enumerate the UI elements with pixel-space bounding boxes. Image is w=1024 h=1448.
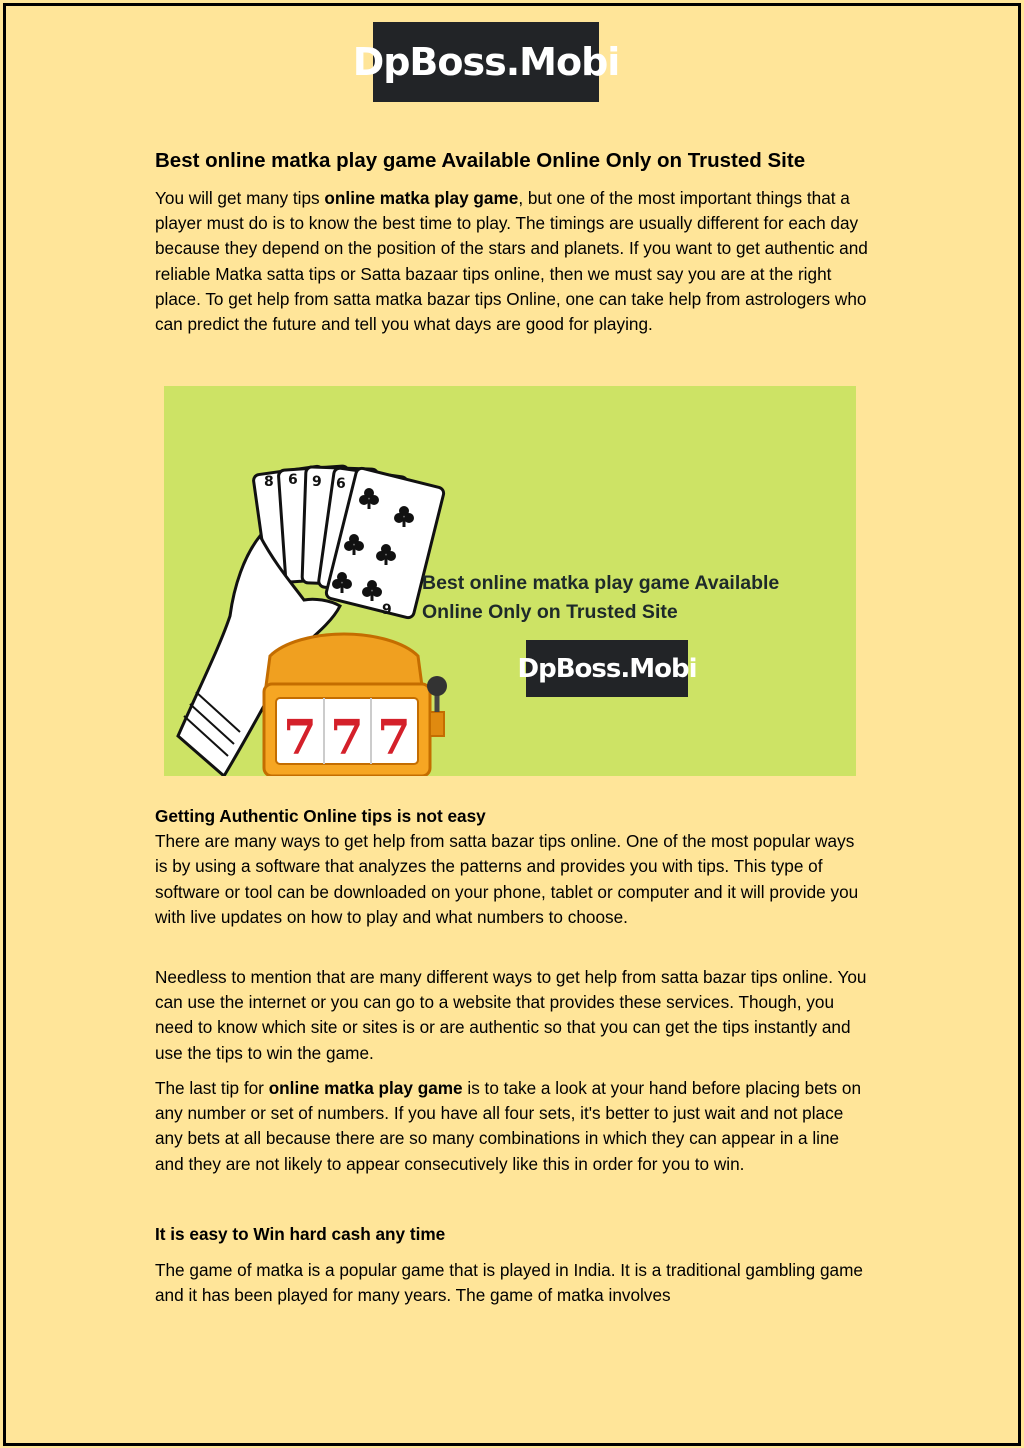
- site-logo-text: DpBoss.Mobi: [352, 40, 620, 84]
- paragraph-last-tip: [155, 1076, 870, 1177]
- last-tip-text-start: The last tip for: [155, 1078, 269, 1098]
- section-body: There are many ways to get help from satta bazar tips online. One of the most popular ways is by using a software that analyzes the patterns and provides you with tips. This type of software or tool can be downloaded on your phone, tablet or computer and it will provide you with live updates on how to play and what numbers to choose.: [155, 831, 859, 927]
- banner-title-line-1: Best online matka play game Available: [422, 572, 780, 594]
- card-index-1: 8: [264, 474, 274, 490]
- article-banner-image: [164, 386, 856, 776]
- site-logo[interactable]: [352, 22, 620, 102]
- intro-paragraph: [155, 186, 870, 337]
- card-index-3: 9: [312, 474, 322, 490]
- banner-title-line-2: Online Only on Trusted Site: [422, 601, 678, 623]
- banner-logo: [517, 640, 697, 697]
- card-index-2: 6: [288, 472, 298, 488]
- section-heading: Getting Authentic Online tips is not easy: [155, 806, 486, 826]
- intro-text-end: , but one of the most important things that a player must do is to know the best time to play. The timings are usually different for each day because they depend on the position of the stars and planets. If you want to get authentic and reliable Matka satta tips or Satta bazaar tips online, then we must say you are at the right place. To get help from satta matka bazar tips Online, one can take help from astrologers who can predict the future and tell you what days are good for playing.: [155, 188, 868, 335]
- paragraph-matka-game: The game of matka is a popular game that is played in India. It is a traditional gambling game and it has been played for many years. The game of matka involves: [155, 1260, 863, 1306]
- last-tip-keyword: online matka play game: [268, 1078, 463, 1098]
- article-title: Best online matka play game Available Online Only on Trusted Site: [155, 149, 806, 172]
- last-tip-text-end: is to take a look at your hand before placing bets on any number or set of numbers. If you have all four sets, it's better to just wait and not place any bets at all because there are so many combinations in which they can appear in a line and they are not likely to appear consecutively like this in order for you to win.: [155, 1078, 862, 1174]
- section-heading-win-cash: It is easy to Win hard cash any time: [155, 1224, 446, 1244]
- intro-keyword: online matka play game: [324, 188, 519, 208]
- card-index-5: 9: [382, 602, 392, 618]
- paragraph-authentic-sites: Needless to mention that are many different ways to get help from satta bazar tips online. You can use the internet or you can go to a website that provides these services. Though, you need to know which site or sites is or are authentic so that you can get the tips instantly and use the tips to win the game.: [155, 967, 867, 1063]
- banner-logo-text: DpBoss.Mobi: [517, 653, 697, 684]
- section-authentic-tips: [155, 804, 870, 930]
- slot-digit-2: 7: [330, 710, 364, 766]
- intro-text-start: You will get many tips: [155, 188, 325, 208]
- banner-title: [422, 569, 842, 627]
- card-index-4: 6: [336, 476, 346, 492]
- slot-digit-1: 7: [283, 710, 317, 766]
- slot-digit-3: 7: [377, 710, 411, 766]
- slot-machine: [264, 634, 447, 776]
